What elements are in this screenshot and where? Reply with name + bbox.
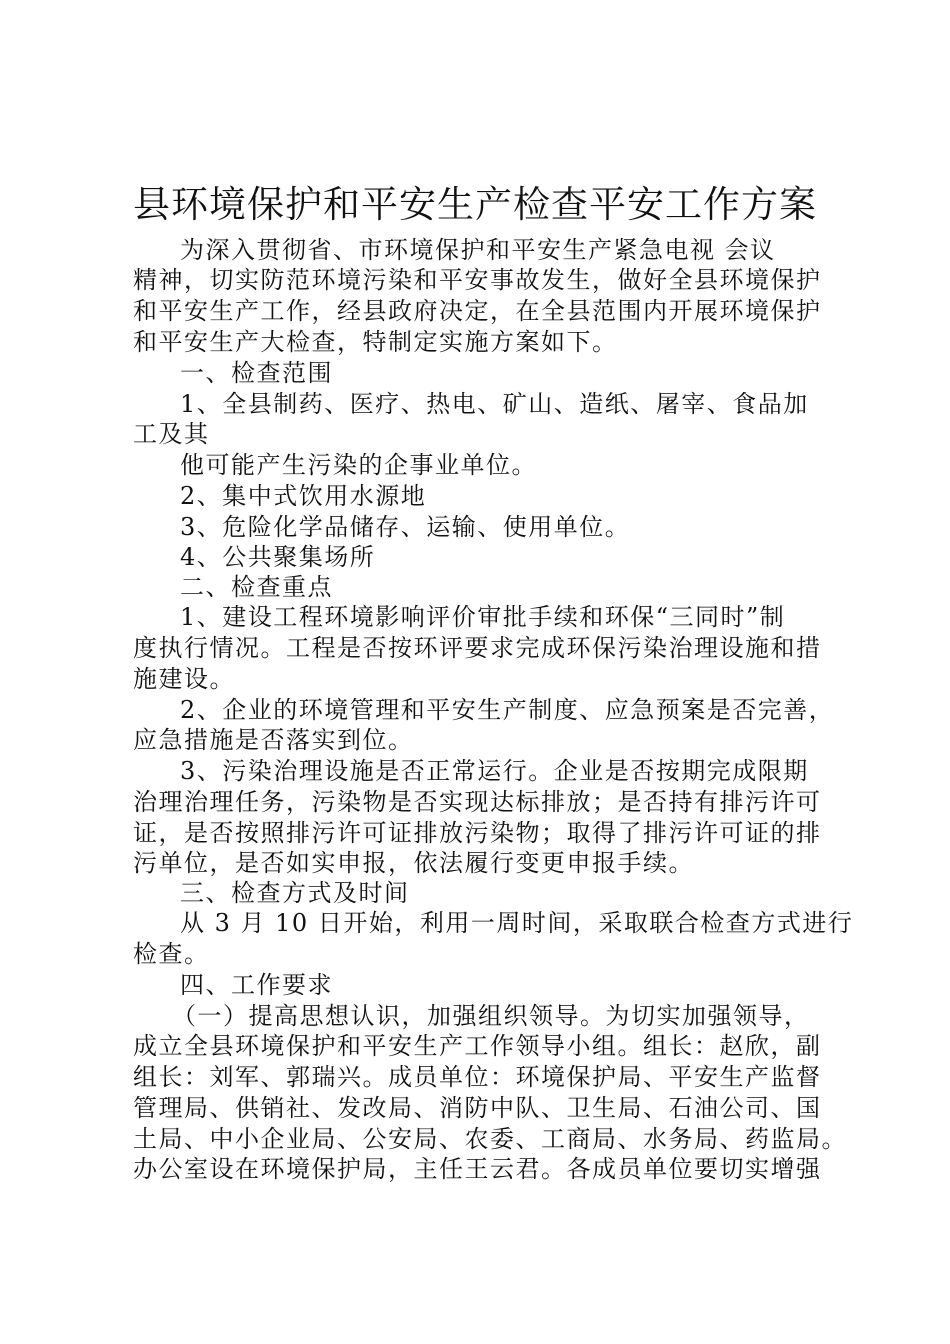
body-line: 组长：刘军、郭瑞兴。成员单位：环境保护局、平安生产监督 bbox=[133, 1063, 822, 1091]
body-line: 2、集中式饮用水源地 bbox=[180, 482, 427, 510]
body-line: 管理局、供销社、发改局、消防中队、卫生局、石油公司、国 bbox=[133, 1094, 822, 1122]
body-line: 检查。 bbox=[133, 940, 210, 968]
body-line: 1、建设工程环境影响评价审批手续和环保“三同时”制 bbox=[180, 603, 786, 631]
body-line: 施建设。 bbox=[133, 665, 235, 693]
body-line: 和平安生产大检查，特制定实施方案如下。 bbox=[133, 328, 618, 356]
body-line: 从 3 月 10 日开始，利用一周时间，采取联合检查方式进行 bbox=[180, 909, 854, 937]
body-line: 他可能产生污染的企事业单位。 bbox=[180, 451, 537, 479]
body-line: 污单位，是否如实申报，依法履行变更申报手续。 bbox=[133, 849, 694, 877]
section-heading: 一、检查范围 bbox=[180, 359, 333, 387]
body-line: 1、全县制药、医疗、热电、矿山、造纸、屠宰、食品加 bbox=[180, 390, 809, 418]
section-heading: 二、检查重点 bbox=[180, 573, 333, 601]
body-line: 4、公共聚集场所 bbox=[180, 543, 376, 571]
body-line: 应急措施是否落实到位。 bbox=[133, 726, 414, 754]
body-line: 和平安生产工作，经县政府决定，在全县范围内开展环境保护 bbox=[133, 297, 822, 325]
body-line: 2、企业的环境管理和平安生产制度、应急预案是否完善， bbox=[180, 696, 835, 724]
body-line: 工及其 bbox=[133, 420, 210, 448]
body-line: 度执行情况。工程是否按环评要求完成环保污染治理设施和措 bbox=[133, 634, 822, 662]
body-line: 精神，切实防范环境污染和平安事故发生，做好全县环境保护 bbox=[133, 266, 822, 294]
body-line: 成立全县环境保护和平安生产工作领导小组。组长：赵欣，副 bbox=[133, 1032, 822, 1060]
section-heading: 三、检查方式及时间 bbox=[180, 879, 410, 907]
body-line: 办公室设在环境保护局，主任王云君。各成员单位要切实增强 bbox=[133, 1155, 822, 1183]
document-title: 县环境保护和平安生产检查平安工作方案 bbox=[133, 183, 817, 226]
body-line: （一）提高思想认识，加强组织领导。为切实加强领导， bbox=[172, 1002, 810, 1030]
body-line: 土局、中小企业局、公安局、农委、工商局、水务局、药监局。 bbox=[133, 1125, 847, 1153]
body-line: 证，是否按照排污许可证排放污染物；取得了排污许可证的排 bbox=[133, 819, 822, 847]
body-line: 为深入贯彻省、市环境保护和平安生产紧急电视 会议 bbox=[180, 236, 776, 264]
body-line: 3、污染治理设施是否正常运行。企业是否按期完成限期 bbox=[180, 757, 809, 785]
body-line: 3、危险化学品储存、运输、使用单位。 bbox=[180, 513, 631, 541]
section-heading: 四、工作要求 bbox=[180, 971, 333, 999]
body-line: 治理治理任务，污染物是否实现达标排放；是否持有排污许可 bbox=[133, 788, 822, 816]
